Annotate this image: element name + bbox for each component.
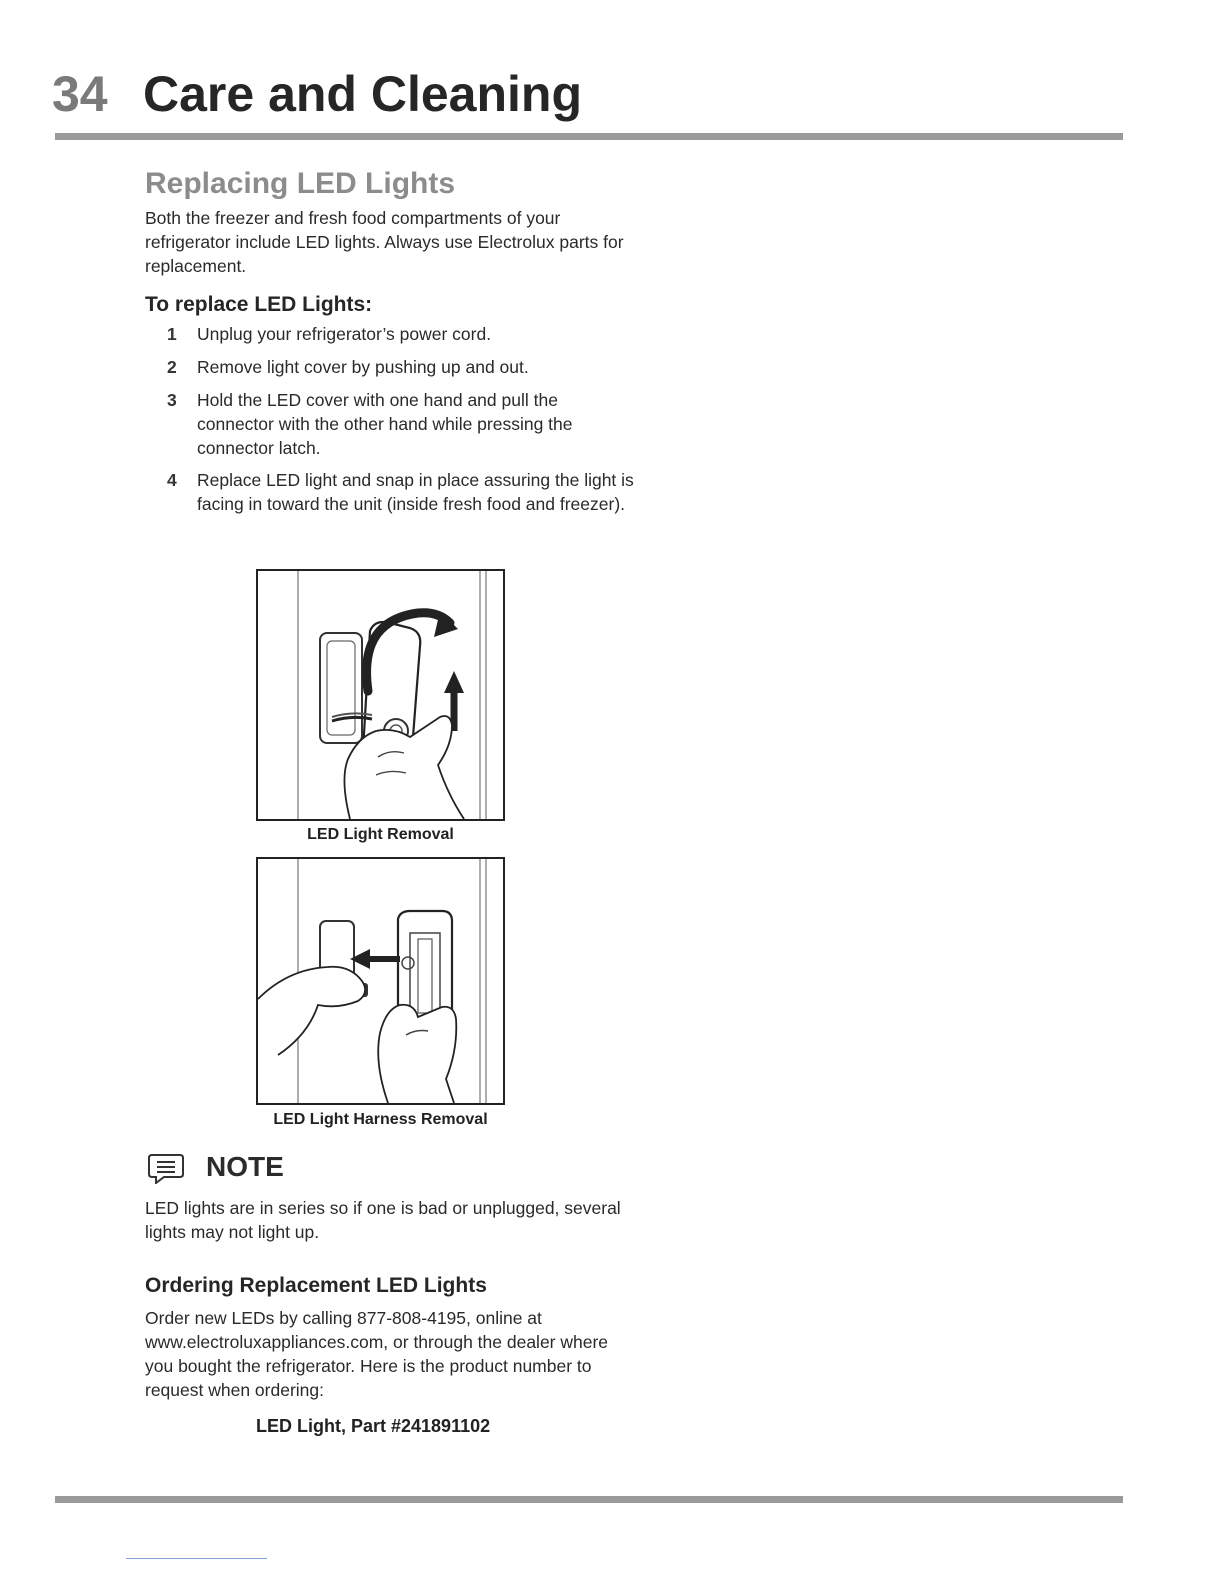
step-text: Hold the LED cover with one hand and pull the connector with the other hand while pressing the connector latch. [197,390,573,458]
step-number: 3 [167,390,177,410]
step-number: 2 [167,357,177,377]
led-harness-removal-illustration [256,857,505,1105]
step-number: 4 [167,470,177,490]
step-text: Replace LED light and snap in place assuring the light is facing in toward the unit (inside fresh food and freezer). [197,470,634,514]
note-text: LED lights are in series so if one is bad or unplugged, several lights may not light up. [145,1198,621,1242]
page-title: Care and Cleaning [143,66,582,122]
led-light-removal-illustration [256,569,505,821]
harness-removal-drawing [258,859,503,1103]
ordering-paragraph: Order new LEDs by calling 877-808-4195, online at www.electroluxappliances.com, or through the dealer where you bought the refrigerator. Here is the product number to request when ordering: [145,1308,609,1400]
note-icon [148,1152,184,1184]
note-label: NOTE [206,1151,284,1182]
step-text: Remove light cover by pushing up and out. [197,357,529,377]
step-item [145,355,635,379]
intro-paragraph: Both the freezer and fresh food compartments of your refrigerator include LED lights. Always use Electrolux parts for replacement. [145,208,624,276]
header-rule [55,133,1123,140]
figure-caption-harness-removal: LED Light Harness Removal [273,1111,488,1128]
procedure-heading: To replace LED Lights: [145,293,373,316]
part-number: LED Light, Part #241891102 [256,1416,491,1436]
footer-rule [55,1496,1123,1503]
step-text: Unplug your refrigerator’s power cord. [197,324,492,344]
step-number: 1 [167,324,177,344]
section-heading: Replacing LED Lights [145,167,456,200]
step-item [145,388,635,460]
led-removal-drawing [258,571,503,819]
step-item [145,468,635,516]
figure-caption-led-removal: LED Light Removal [307,826,454,843]
ordering-heading: Ordering Replacement LED Lights [145,1274,487,1297]
page-number: 34 [52,66,108,122]
step-item [145,322,635,346]
footer-link-underline [126,1558,267,1559]
